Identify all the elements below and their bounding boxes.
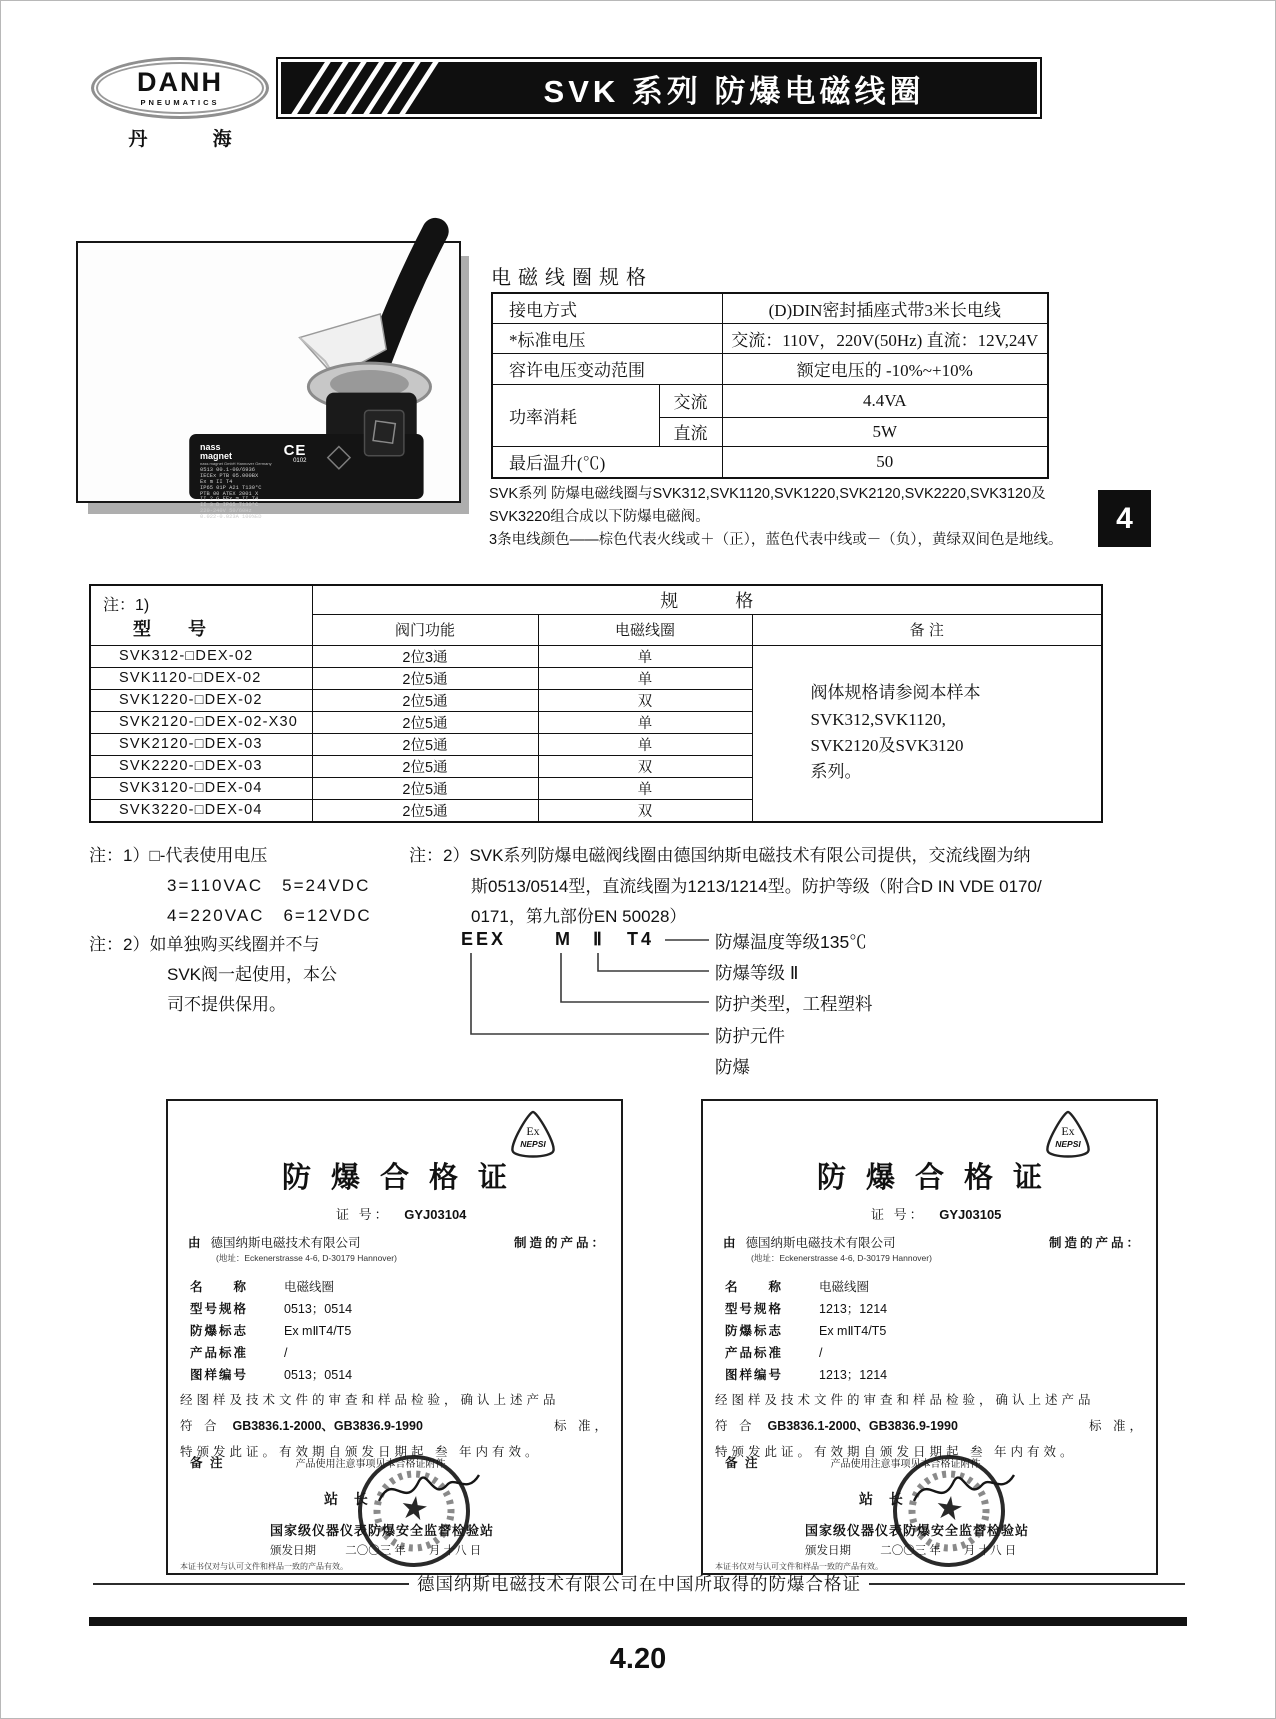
brand-subline: nass magnet GmbH Hannover Germany <box>200 460 272 466</box>
certificate-number-row <box>336 1204 466 1223</box>
body-line: 经图样及技术文件的审查和样品检验，确认上述产品 <box>180 1393 560 1407</box>
valve-function-cell: 2位3通 <box>312 645 538 667</box>
field-label: 图样编号 <box>725 1368 784 1382</box>
field-value: / <box>819 1346 823 1360</box>
spec-label-temp-rise: 最后温升(℃) <box>492 446 722 478</box>
issuer-address: (地址：Eckenerstrasse 4-6, D-30179 Hannover) <box>751 1253 932 1263</box>
field-value: Ex mⅡT4/T5 <box>819 1324 887 1338</box>
body-line: 特颁发此证。有效期自颁发日期起 叁 年内有效。 <box>715 1445 1077 1459</box>
nameplate-line: 0.022-0.023A 100%ED <box>200 513 262 520</box>
remark-line: 阀体规格请参阅本样本 <box>810 683 981 703</box>
field-value: 1213；1214 <box>819 1302 888 1316</box>
nameplate-line: II 2 G EEx m II T4 <box>200 496 259 503</box>
field-label: 产品标准 <box>190 1346 249 1360</box>
model-cell: SVK3220-□DEX-04 <box>90 799 312 822</box>
model-cell: SVK1220-□DEX-02 <box>90 689 312 711</box>
ce-number: 0102 <box>293 458 307 464</box>
model-cell: SVK3120-□DEX-04 <box>90 777 312 799</box>
spec-label-voltage-range: 容许电压变动范围 <box>492 353 722 384</box>
note2-left-line: 注：2）如单独购买线圈并不与 <box>89 935 320 954</box>
remark-line: SVK312,SVK1120, <box>810 709 946 729</box>
issue-date-value: 二〇〇三 年 月 十八 日 <box>880 1545 1017 1557</box>
spec-sublabel-dc: 直流 <box>659 417 722 446</box>
certificate-footnote: 本证书仅对与认可文件和样品一致的产品有效。 <box>180 1562 348 1571</box>
spec-label-power: 功率消耗 <box>492 384 659 446</box>
note1-line: 注：1）□-代表使用电压 <box>89 846 268 865</box>
stamp-star-icon: ★ <box>932 1488 967 1528</box>
remark-text: 产品使用注意事项见本合格证附件 <box>830 1459 981 1470</box>
issue-date-value: 二〇〇三 年 月 十八 日 <box>345 1545 482 1557</box>
ex-marking-diagram <box>451 929 1051 1089</box>
field-label: 防爆标志 <box>190 1324 249 1338</box>
field-value: / <box>284 1346 288 1360</box>
conform-label: 符 合 <box>180 1419 221 1433</box>
cert-no-value: GYJ03105 <box>939 1207 1002 1222</box>
footer-divider-bar <box>89 1617 1187 1626</box>
field-row <box>725 1321 887 1338</box>
body-line: 经图样及技术文件的审查和样品检验，确认上述产品 <box>715 1393 1095 1407</box>
badge-ex-text: Ex <box>1061 1124 1075 1138</box>
spec-label-connection: 接电方式 <box>492 293 722 323</box>
issuer-row <box>723 1233 1142 1251</box>
coil-type-cell: 单 <box>538 711 752 733</box>
cert-no-value: GYJ03104 <box>404 1207 467 1222</box>
note2-left-line: 司不提供保用。 <box>167 995 286 1014</box>
remark-label: 备 注 <box>725 1456 760 1470</box>
coil-nameplate <box>200 443 362 521</box>
model-spec-table <box>89 584 1103 823</box>
field-label: 产品标准 <box>725 1346 784 1360</box>
badge-nepsi-text: NEPSI <box>520 1139 546 1149</box>
valve-function-cell: 2位5通 <box>312 667 538 689</box>
issuer-prefix: 由 <box>188 1236 201 1250</box>
valve-function-cell: 2位5通 <box>312 799 538 822</box>
nameplate-line: II 3 D IP65 T130°C <box>200 502 259 509</box>
page-number: 4.20 <box>609 1643 667 1675</box>
table-row <box>492 353 1048 384</box>
field-label: 名 称 <box>190 1280 249 1294</box>
marking-label-protection: 防护类型，工程塑料 <box>715 994 873 1014</box>
cert-no-label: 证 号： <box>871 1207 926 1222</box>
spec-value-ac-power: 4.4VA <box>722 384 1048 417</box>
valve-function-cell: 2位5通 <box>312 755 538 777</box>
remark-line: SVK2120及SVK3120 <box>810 736 964 755</box>
certificates-caption-row <box>93 1571 1185 1596</box>
marking-label-temp-class: 防爆温度等级135℃ <box>715 932 867 952</box>
issuer-name: 德国纳斯电磁技术有限公司 <box>745 1236 896 1250</box>
model-header-cell <box>90 585 312 645</box>
remark-text: 产品使用注意事项见本合格证附件 <box>295 1459 446 1470</box>
spec-value-temp-rise: 50 <box>722 446 1048 478</box>
connector-emblem <box>365 410 404 455</box>
spec-paragraph-line: 3条电线颜色——棕色代表火线或＋（正），蓝色代表中线或－（负），黄绿双间色是地线。 <box>489 532 1063 548</box>
spec-sublabel-ac: 交流 <box>659 384 722 417</box>
conform-label: 符 合 <box>715 1419 756 1433</box>
issuing-organization: 国家级仪器仪表防爆安全监督检验站 <box>270 1523 495 1538</box>
nameplate-line: 220-240V 50/60Hz <box>200 508 252 515</box>
standards-list: GB3836.1-2000、GB3836.9-1990 <box>767 1419 958 1433</box>
notes-right-column <box>409 841 1099 941</box>
field-value: 0513；0514 <box>284 1302 353 1316</box>
field-row <box>725 1365 888 1382</box>
nameplate-line: IECEx PTB 05.000BX <box>200 473 259 480</box>
valve-function-cell: 2位5通 <box>312 733 538 755</box>
valve-function-cell: 2位5通 <box>312 689 538 711</box>
field-label: 型号规格 <box>725 1302 784 1316</box>
standards-suffix: 标 准， <box>1089 1419 1146 1433</box>
field-label: 图样编号 <box>190 1368 249 1382</box>
field-label: 型号规格 <box>190 1302 249 1316</box>
field-value: 0513；0514 <box>284 1368 353 1382</box>
director-label: 站 长 <box>859 1491 909 1507</box>
field-label: 名 称 <box>725 1280 784 1294</box>
certificate-fields <box>190 1277 352 1387</box>
model-cell: SVK2220-□DEX-03 <box>90 755 312 777</box>
spec-paragraph-line: SVK系列 防爆电磁线圈与SVK312,SVK1120,SVK1220,SVK2120,SVK2220,SVK3120及 <box>489 486 1046 502</box>
remark-line: 系列。 <box>810 762 862 782</box>
banner-stripes-decoration <box>289 62 499 114</box>
note2-right-line: 0171，第九部份EN 50028） <box>471 907 687 926</box>
director-label: 站 长 <box>324 1491 374 1507</box>
field-row <box>725 1277 887 1294</box>
field-value: 1213；1214 <box>819 1368 888 1382</box>
logo-subtext: PNEUMATICS <box>140 98 220 107</box>
explosion-proof-certificate-2 <box>701 1099 1158 1575</box>
spec-paragraph-line: SVK3220组合成以下防爆电磁阀。 <box>489 509 710 525</box>
official-stamp <box>881 1443 1017 1579</box>
model-cell: SVK2120-□DEX-03 <box>90 733 312 755</box>
spec-value-connection: (D)DIN密封插座式带3米长电线 <box>722 293 1048 323</box>
standards-list: GB3836.1-2000、GB3836.9-1990 <box>232 1419 423 1433</box>
coil-type-cell: 双 <box>538 689 752 711</box>
marking-label-component: 防护元件 <box>715 1026 785 1046</box>
table-row <box>90 585 1102 614</box>
table-row <box>492 384 1048 417</box>
ce-mark: CE <box>283 442 307 459</box>
certificate-title: 防爆合格证 <box>816 1162 1062 1194</box>
voltage-code-line: 4=220VAC 6=12VDC <box>167 906 372 925</box>
caption-rule-right <box>869 1583 1185 1585</box>
brand-name-line2: magnet <box>200 451 233 462</box>
field-row <box>725 1299 888 1316</box>
model-cell: SVK1120-□DEX-02 <box>90 667 312 689</box>
body-line <box>180 1416 611 1434</box>
coil-header: 电磁线圈 <box>538 614 752 645</box>
logo-ellipse <box>91 57 269 119</box>
cert-no-label: 证 号： <box>336 1207 391 1222</box>
product-photo <box>76 241 461 520</box>
coil-type-cell: 单 <box>538 733 752 755</box>
chapter-tab: 4 <box>1098 490 1151 547</box>
model-column-header: 型 号 <box>133 619 223 640</box>
marking-part-eex: EEX <box>461 929 507 949</box>
field-row <box>725 1343 887 1360</box>
nameplate-line: IP65 01P A21 T130°C <box>200 484 262 491</box>
brand-block <box>200 443 272 466</box>
coil-type-cell: 单 <box>538 777 752 799</box>
note2-left-line: SVK阀一起使用，本公 <box>167 965 338 984</box>
spec-label-voltage: *标准电压 <box>492 323 722 353</box>
coil-spec-table <box>491 292 1049 479</box>
remark-cell <box>752 645 1102 822</box>
nameplate-line: 0513 00.1-00/6936 <box>200 467 255 474</box>
field-value: Ex mⅡT4/T5 <box>284 1324 352 1338</box>
certificate-number-row <box>871 1204 1001 1223</box>
issuer-prefix: 由 <box>723 1236 736 1250</box>
certificate-fields <box>725 1277 887 1387</box>
made-products-label: 制造的产品： <box>1048 1236 1142 1250</box>
official-stamp <box>346 1443 482 1579</box>
table-note-ref: 注：1) <box>103 597 150 615</box>
spec-group-header: 规 格 <box>312 585 1102 614</box>
standards-suffix: 标 准， <box>554 1419 611 1433</box>
nameplate-line: Ex m II T4 <box>200 478 233 485</box>
brand-name-line1: nass <box>200 442 221 452</box>
notes-left-column <box>89 841 429 1016</box>
remark-header: 备 注 <box>752 614 1102 645</box>
body-line <box>715 1416 1146 1434</box>
issuer-row <box>188 1233 607 1251</box>
field-row <box>190 1321 352 1338</box>
valve-function-cell: 2位5通 <box>312 711 538 733</box>
marking-part-m: M <box>555 929 573 949</box>
coil-type-cell: 双 <box>538 755 752 777</box>
logo-chinese-name: 丹 海 <box>128 129 262 150</box>
issuer-address: (地址：Eckenerstrasse 4-6, D-30179 Hannover) <box>216 1253 397 1263</box>
table-row <box>492 293 1048 323</box>
field-row <box>190 1299 353 1316</box>
issue-date-label: 颁发日期 <box>270 1545 316 1557</box>
marking-part-t4: T4 <box>627 929 655 949</box>
note2-right-line: 斯0513/0514型，直流线圈为1213/1214型。防护等级（附合D IN VDE 0170/ <box>471 877 1042 896</box>
coil-type-cell: 双 <box>538 799 752 822</box>
title-banner-inner <box>281 62 1037 114</box>
marking-label-ex-grade: 防爆等级 Ⅱ <box>715 963 799 983</box>
marking-label-explosionproof: 防爆 <box>715 1057 750 1077</box>
logo-text: DANH <box>137 67 223 97</box>
model-cell: SVK2120-□DEX-02-X30 <box>90 711 312 733</box>
ce-block <box>284 443 307 464</box>
table-row <box>492 323 1048 353</box>
made-products-label: 制造的产品： <box>513 1236 607 1250</box>
badge-ex-text: Ex <box>526 1124 540 1138</box>
spec-description <box>489 483 1069 552</box>
note2-right-line: 注：2）SVK系列防爆电磁阀线圈由德国纳斯电磁技术有限公司提供，交流线圈为纳 <box>409 846 1031 865</box>
certificates-caption: 德国纳斯电磁技术有限公司在中国所取得的防爆合格证 <box>417 1574 861 1594</box>
field-label: 防爆标志 <box>725 1324 784 1338</box>
field-row <box>190 1343 352 1360</box>
model-cell: SVK312-□DEX-02 <box>90 645 312 667</box>
coil-type-cell: 单 <box>538 667 752 689</box>
body-line: 特颁发此证。有效期自颁发日期起 叁 年内有效。 <box>180 1445 542 1459</box>
field-value: 电磁线圈 <box>819 1280 870 1294</box>
certificate-title: 防爆合格证 <box>281 1162 527 1194</box>
company-logo <box>91 57 269 151</box>
title-banner <box>276 57 1042 119</box>
nameplate-line: PTB 00 ATEX 2001 X <box>200 490 259 497</box>
table-row <box>90 645 1102 667</box>
explosion-proof-certificate-1 <box>166 1099 623 1575</box>
issue-date-label: 颁发日期 <box>805 1545 851 1557</box>
table-row <box>492 446 1048 478</box>
valve-function-header: 阀门功能 <box>312 614 538 645</box>
spec-value-voltage-range: 额定电压的 -10%~+10% <box>722 353 1048 384</box>
spec-value-dc-power: 5W <box>722 417 1048 446</box>
stamp-star-icon: ★ <box>397 1488 432 1528</box>
remark-label: 备 注 <box>190 1456 225 1470</box>
issuer-name: 德国纳斯电磁技术有限公司 <box>210 1236 361 1250</box>
coil-type-cell: 单 <box>538 645 752 667</box>
page-title: SVK 系列 防爆电磁线圈 <box>543 73 925 109</box>
issuing-organization: 国家级仪器仪表防爆安全监督检验站 <box>805 1523 1030 1538</box>
field-value: 电磁线圈 <box>284 1280 335 1294</box>
nameplate-brand-row <box>200 443 362 466</box>
field-row <box>190 1365 353 1382</box>
field-row <box>190 1277 352 1294</box>
valve-function-cell: 2位5通 <box>312 777 538 799</box>
spec-value-voltage: 交流：110V，220V(50Hz) 直流：12V,24V <box>722 323 1048 353</box>
caption-rule-left <box>93 1583 409 1585</box>
spec-section-heading: 电磁线圈规格 <box>491 267 653 289</box>
voltage-code-line: 3=110VAC 5=24VDC <box>167 876 371 895</box>
marking-part-2: Ⅱ <box>593 929 605 949</box>
nameplate-text-lines <box>200 468 362 520</box>
badge-nepsi-text: NEPSI <box>1055 1139 1081 1149</box>
certificate-footnote: 本证书仅对与认可文件和样品一致的产品有效。 <box>715 1562 883 1571</box>
